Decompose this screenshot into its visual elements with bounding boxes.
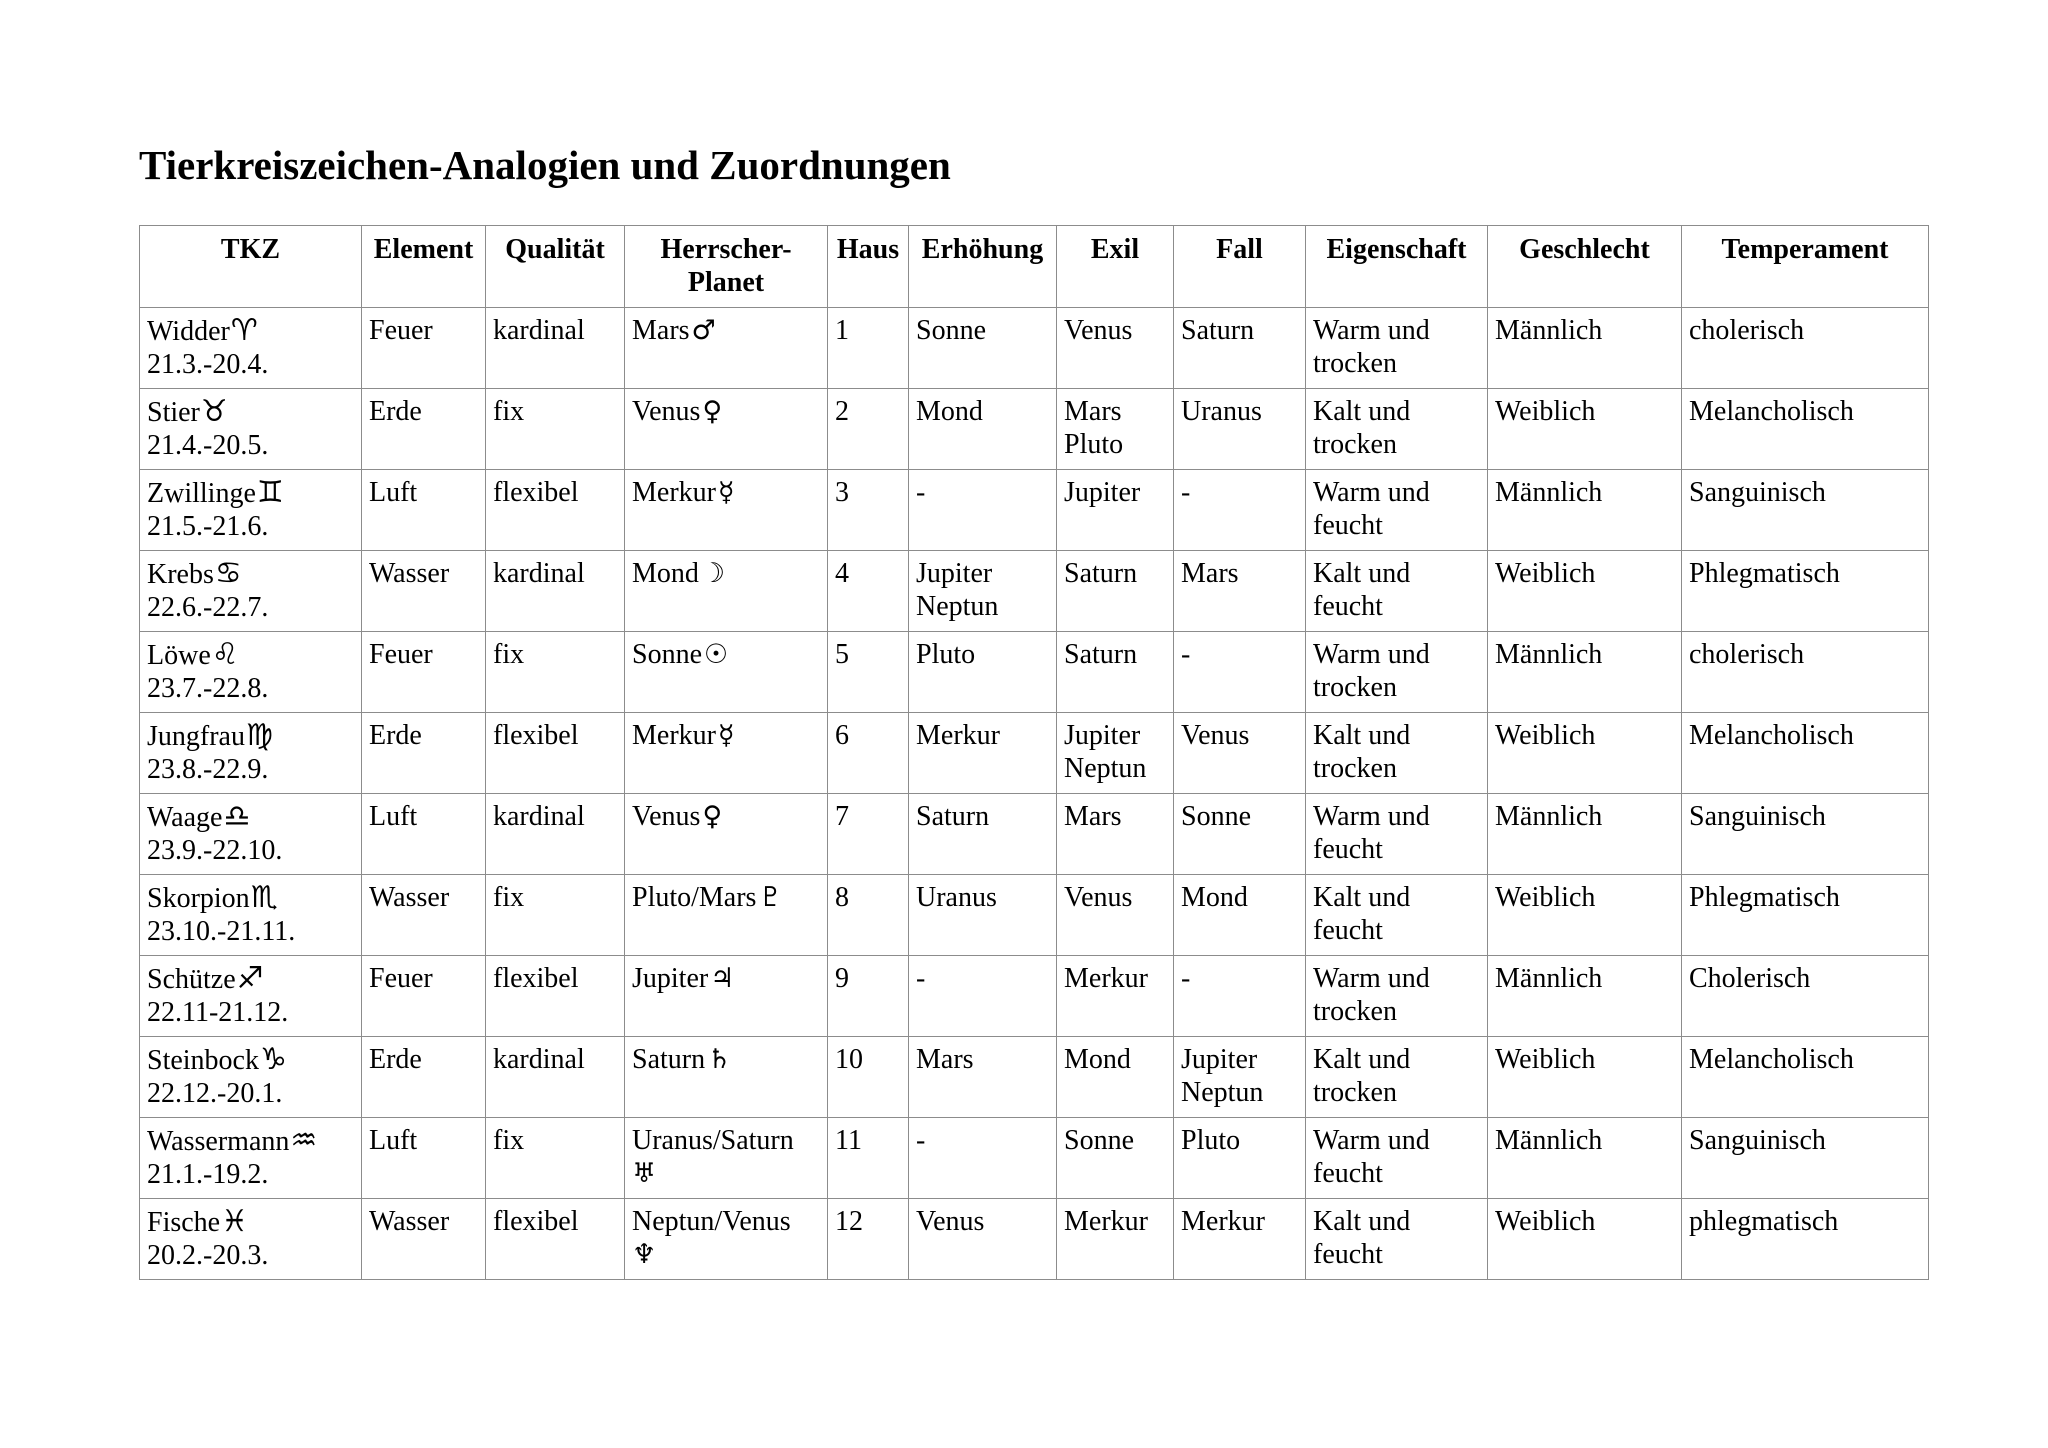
cell-exaltation (909, 875, 1057, 956)
sign-dates: 23.10.-21.11. (147, 916, 296, 947)
sign-line (147, 557, 354, 591)
cell-temperament: Melancholisch (1682, 713, 1929, 794)
cell-tkz (140, 632, 362, 713)
cell-tkz (140, 1118, 362, 1199)
cell-tkz (140, 389, 362, 470)
cell-exile (1057, 713, 1174, 794)
cell-exaltation (909, 389, 1057, 470)
property-line1: Kalt und (1313, 882, 1411, 913)
cell-exile (1057, 470, 1174, 551)
exile-line1: Saturn (1064, 558, 1138, 589)
cell-fall (1174, 1118, 1306, 1199)
cell-temperament: cholerisch (1682, 632, 1929, 713)
cell-ruler (625, 1199, 828, 1280)
exaltation-line1: - (916, 963, 926, 994)
exile-line1: Mars (1064, 801, 1122, 832)
cell-gender: Weiblich (1488, 713, 1682, 794)
cell-quality: kardinal (486, 551, 625, 632)
cell-exile (1057, 551, 1174, 632)
sign-line (147, 638, 354, 672)
table-row (140, 389, 1929, 470)
cell-temperament: Phlegmatisch (1682, 875, 1929, 956)
table-row (140, 551, 1929, 632)
exaltation-line1: Merkur (916, 720, 1000, 751)
sign-line (147, 881, 354, 915)
sign-name: Widder (147, 316, 230, 347)
zodiac-sign-icon: ♏ (250, 880, 278, 915)
property-line1: Kalt und (1313, 558, 1411, 589)
sign-line (147, 476, 354, 510)
property-line2: trocken (1313, 996, 1397, 1027)
property-line1: Warm und (1313, 963, 1430, 994)
cell-tkz (140, 308, 362, 389)
planet-icon: ♇ (758, 882, 783, 913)
property-line1: Kalt und (1313, 1044, 1411, 1075)
table-row (140, 875, 1929, 956)
cell-quality: fix (486, 875, 625, 956)
sign-line (147, 962, 354, 996)
cell-element: Erde (362, 1037, 486, 1118)
ruler-name: Sonne (632, 639, 702, 670)
cell-tkz (140, 956, 362, 1037)
exaltation-line1: Mars (916, 1044, 974, 1075)
cell-temperament: Melancholisch (1682, 389, 1929, 470)
cell-temperament: Sanguinisch (1682, 1118, 1929, 1199)
cell-temperament: Melancholisch (1682, 1037, 1929, 1118)
exile-line2: Neptun (1064, 753, 1147, 784)
sign-dates: 21.1.-19.2. (147, 1159, 269, 1190)
fall-line1: Jupiter (1181, 1044, 1258, 1075)
sign-dates: 22.6.-22.7. (147, 592, 269, 623)
sign-dates: 21.4.-20.5. (147, 430, 269, 461)
property-line2: feucht (1313, 1158, 1383, 1189)
cell-fall (1174, 551, 1306, 632)
cell-exaltation (909, 1037, 1057, 1118)
planet-icon: ☉ (704, 639, 729, 670)
zodiac-table (139, 225, 1929, 1280)
planet-icon: ♃ (710, 963, 735, 994)
cell-gender: Männlich (1488, 308, 1682, 389)
zodiac-sign-icon: ♐ (236, 961, 264, 996)
planet-icon: ♀ (702, 801, 723, 832)
cell-gender: Männlich (1488, 632, 1682, 713)
table-row (140, 1118, 1929, 1199)
cell-element: Feuer (362, 632, 486, 713)
table-row (140, 713, 1929, 794)
planet-icon: ♆ (632, 1239, 657, 1270)
header-exil: Exil (1057, 226, 1174, 308)
exaltation-line2: Neptun (916, 591, 999, 622)
sign-line (147, 395, 354, 429)
sign-dates: 21.3.-20.4. (147, 349, 269, 380)
property-line1: Warm und (1313, 315, 1430, 346)
cell-gender: Weiblich (1488, 1037, 1682, 1118)
fall-line1: - (1181, 639, 1191, 670)
header-herrscher-line2: Planet (687, 267, 765, 298)
cell-quality: kardinal (486, 794, 625, 875)
exaltation-line1: Mond (916, 396, 983, 427)
fall-line2: Neptun (1181, 1077, 1264, 1108)
property-line1: Kalt und (1313, 720, 1411, 751)
cell-gender: Männlich (1488, 470, 1682, 551)
cell-gender: Weiblich (1488, 551, 1682, 632)
sign-name: Skorpion (147, 883, 250, 914)
cell-fall (1174, 308, 1306, 389)
property-line1: Kalt und (1313, 1206, 1411, 1237)
fall-line1: Pluto (1181, 1125, 1241, 1156)
table-row (140, 308, 1929, 389)
sign-name: Wassermann (147, 1126, 290, 1157)
sign-dates: 22.11-21.12. (147, 997, 289, 1028)
zodiac-sign-icon: ♈ (230, 313, 258, 348)
cell-property (1306, 956, 1488, 1037)
exaltation-line1: - (916, 477, 926, 508)
cell-fall (1174, 632, 1306, 713)
property-line1: Warm und (1313, 801, 1430, 832)
ruler-name: Uranus/Saturn (632, 1125, 794, 1156)
ruler-name: Merkur (632, 477, 716, 508)
cell-quality: kardinal (486, 1037, 625, 1118)
cell-fall (1174, 470, 1306, 551)
planet-icon: ♂ (691, 315, 716, 346)
exile-line1: Jupiter (1064, 720, 1141, 751)
cell-exaltation (909, 794, 1057, 875)
exaltation-line1: Uranus (916, 882, 997, 913)
cell-temperament: Phlegmatisch (1682, 551, 1929, 632)
fall-line1: Mond (1181, 882, 1248, 913)
zodiac-sign-icon: ♓ (221, 1204, 249, 1239)
ruler-name: Venus (632, 396, 701, 427)
sign-name: Krebs (147, 559, 214, 590)
sign-line (147, 1205, 354, 1239)
header-fall: Fall (1174, 226, 1306, 308)
cell-exaltation (909, 713, 1057, 794)
cell-gender: Weiblich (1488, 389, 1682, 470)
exile-line1: Sonne (1064, 1125, 1134, 1156)
cell-property (1306, 632, 1488, 713)
cell-ruler (625, 470, 828, 551)
cell-fall (1174, 1199, 1306, 1280)
cell-exile (1057, 1037, 1174, 1118)
sign-name: Steinbock (147, 1045, 259, 1076)
exile-line1: Mond (1064, 1044, 1131, 1075)
cell-tkz (140, 875, 362, 956)
zodiac-sign-icon: ♍ (245, 718, 273, 753)
cell-element: Wasser (362, 551, 486, 632)
cell-tkz (140, 794, 362, 875)
cell-ruler (625, 956, 828, 1037)
cell-quality: flexibel (486, 713, 625, 794)
cell-element: Luft (362, 794, 486, 875)
cell-tkz (140, 1037, 362, 1118)
header-qualitaet: Qualität (486, 226, 625, 308)
cell-property (1306, 713, 1488, 794)
cell-element: Feuer (362, 308, 486, 389)
planet-icon: ☽ (700, 558, 726, 589)
cell-tkz (140, 713, 362, 794)
cell-element: Erde (362, 389, 486, 470)
header-haus: Haus (828, 226, 909, 308)
ruler-name: Venus (632, 801, 701, 832)
sign-name: Zwillinge (147, 478, 256, 509)
cell-element: Luft (362, 1118, 486, 1199)
header-herrscher-planet (625, 226, 828, 308)
planet-icon: ♄ (707, 1044, 732, 1075)
cell-element: Luft (362, 470, 486, 551)
ruler-name: Pluto/Mars (632, 882, 757, 913)
zodiac-sign-icon: ♌ (211, 637, 239, 672)
property-line1: Warm und (1313, 1125, 1430, 1156)
exile-line1: Mars (1064, 396, 1122, 427)
property-line2: feucht (1313, 834, 1383, 865)
cell-exaltation (909, 551, 1057, 632)
property-line1: Warm und (1313, 477, 1430, 508)
property-line2: trocken (1313, 429, 1397, 460)
ruler-name: Mond (632, 558, 699, 589)
sign-dates: 23.7.-22.8. (147, 673, 269, 704)
table-body (140, 308, 1929, 1280)
sign-line (147, 800, 354, 834)
cell-element: Erde (362, 713, 486, 794)
table-row (140, 470, 1929, 551)
exaltation-line1: Saturn (916, 801, 990, 832)
cell-house: 5 (828, 632, 909, 713)
cell-house: 4 (828, 551, 909, 632)
cell-exile (1057, 875, 1174, 956)
table-row (140, 632, 1929, 713)
table-row (140, 794, 1929, 875)
cell-temperament: Sanguinisch (1682, 470, 1929, 551)
header-row (140, 226, 1929, 308)
exile-line1: Venus (1064, 882, 1133, 913)
sign-line (147, 314, 354, 348)
cell-exaltation (909, 1199, 1057, 1280)
cell-house: 10 (828, 1037, 909, 1118)
cell-exaltation (909, 956, 1057, 1037)
cell-house: 8 (828, 875, 909, 956)
exile-line1: Saturn (1064, 639, 1138, 670)
sign-name: Löwe (147, 640, 211, 671)
cell-quality: fix (486, 1118, 625, 1199)
cell-house: 6 (828, 713, 909, 794)
ruler-name: Mars (632, 315, 690, 346)
cell-ruler (625, 713, 828, 794)
cell-house: 12 (828, 1199, 909, 1280)
cell-ruler (625, 632, 828, 713)
cell-exaltation (909, 308, 1057, 389)
cell-house: 3 (828, 470, 909, 551)
cell-gender: Weiblich (1488, 875, 1682, 956)
sign-line (147, 1124, 354, 1158)
ruler-name: Neptun/Venus (632, 1206, 791, 1237)
zodiac-sign-icon: ♒ (290, 1123, 318, 1158)
planet-icon: ♅ (632, 1158, 657, 1189)
table-row (140, 956, 1929, 1037)
cell-tkz (140, 551, 362, 632)
cell-tkz (140, 470, 362, 551)
cell-ruler (625, 308, 828, 389)
ruler-name: Merkur (632, 720, 716, 751)
cell-temperament: cholerisch (1682, 308, 1929, 389)
cell-quality: flexibel (486, 956, 625, 1037)
exaltation-line1: Pluto (916, 639, 976, 670)
cell-element: Wasser (362, 1199, 486, 1280)
exaltation-line1: - (916, 1125, 926, 1156)
table-row (140, 1037, 1929, 1118)
sign-dates: 23.9.-22.10. (147, 835, 283, 866)
cell-ruler (625, 551, 828, 632)
planet-icon: ♀ (702, 396, 723, 427)
planet-icon: ☿ (717, 720, 735, 751)
fall-line1: Sonne (1181, 801, 1251, 832)
cell-house: 2 (828, 389, 909, 470)
zodiac-sign-icon: ♑ (260, 1042, 287, 1077)
cell-quality: flexibel (486, 470, 625, 551)
sign-dates: 22.12.-20.1. (147, 1078, 283, 1109)
cell-element: Wasser (362, 875, 486, 956)
cell-temperament: phlegmatisch (1682, 1199, 1929, 1280)
planet-icon: ☿ (717, 477, 735, 508)
header-herrscher-line1: Herrscher- (660, 234, 792, 265)
cell-exile (1057, 1199, 1174, 1280)
cell-property (1306, 551, 1488, 632)
cell-gender: Weiblich (1488, 1199, 1682, 1280)
exile-line2: Pluto (1064, 429, 1124, 460)
cell-house: 9 (828, 956, 909, 1037)
header-geschlecht: Geschlecht (1488, 226, 1682, 308)
cell-property (1306, 1199, 1488, 1280)
cell-tkz (140, 1199, 362, 1280)
cell-property (1306, 875, 1488, 956)
ruler-name: Saturn (632, 1044, 706, 1075)
cell-fall (1174, 956, 1306, 1037)
cell-exile (1057, 1118, 1174, 1199)
cell-property (1306, 1037, 1488, 1118)
property-line2: trocken (1313, 1077, 1397, 1108)
cell-gender: Männlich (1488, 956, 1682, 1037)
sign-name: Schütze (147, 964, 236, 995)
table-row (140, 1199, 1929, 1280)
cell-exile (1057, 308, 1174, 389)
property-line2: trocken (1313, 672, 1397, 703)
cell-property (1306, 794, 1488, 875)
cell-exile (1057, 794, 1174, 875)
cell-house: 1 (828, 308, 909, 389)
sign-name: Waage (147, 802, 223, 833)
header-erhoehung: Erhöhung (909, 226, 1057, 308)
cell-exile (1057, 956, 1174, 1037)
property-line2: feucht (1313, 1239, 1383, 1270)
sign-line (147, 1043, 354, 1077)
fall-line1: Uranus (1181, 396, 1262, 427)
fall-line1: Merkur (1181, 1206, 1265, 1237)
fall-line1: Venus (1181, 720, 1250, 751)
exaltation-line1: Venus (916, 1206, 985, 1237)
fall-line1: - (1181, 963, 1191, 994)
cell-fall (1174, 875, 1306, 956)
cell-fall (1174, 389, 1306, 470)
zodiac-sign-icon: ♊ (256, 475, 284, 510)
exile-line1: Venus (1064, 315, 1133, 346)
cell-ruler (625, 1118, 828, 1199)
cell-property (1306, 389, 1488, 470)
sign-name: Fische (147, 1207, 221, 1238)
cell-quality: kardinal (486, 308, 625, 389)
cell-exaltation (909, 632, 1057, 713)
cell-ruler (625, 875, 828, 956)
cell-gender: Männlich (1488, 1118, 1682, 1199)
cell-property (1306, 470, 1488, 551)
cell-fall (1174, 794, 1306, 875)
exile-line1: Merkur (1064, 1206, 1148, 1237)
sign-line (147, 719, 354, 753)
cell-element: Feuer (362, 956, 486, 1037)
property-line2: feucht (1313, 510, 1383, 541)
exaltation-line1: Jupiter (916, 558, 993, 589)
sign-dates: 21.5.-21.6. (147, 511, 269, 542)
cell-house: 7 (828, 794, 909, 875)
sign-name: Stier (147, 397, 200, 428)
property-line2: trocken (1313, 753, 1397, 784)
fall-line1: Saturn (1181, 315, 1255, 346)
sign-name: Jungfrau (147, 721, 245, 752)
property-line1: Warm und (1313, 639, 1430, 670)
property-line1: Kalt und (1313, 396, 1411, 427)
fall-line1: - (1181, 477, 1191, 508)
cell-exile (1057, 389, 1174, 470)
cell-quality: fix (486, 389, 625, 470)
property-line2: feucht (1313, 915, 1383, 946)
cell-property (1306, 1118, 1488, 1199)
sign-dates: 23.8.-22.9. (147, 754, 269, 785)
cell-ruler (625, 1037, 828, 1118)
header-temperament: Temperament (1682, 226, 1929, 308)
cell-temperament: Cholerisch (1682, 956, 1929, 1037)
cell-property (1306, 308, 1488, 389)
cell-ruler (625, 794, 828, 875)
cell-exaltation (909, 470, 1057, 551)
cell-house: 11 (828, 1118, 909, 1199)
cell-ruler (625, 389, 828, 470)
property-line2: trocken (1313, 348, 1397, 379)
ruler-name: Jupiter (632, 963, 709, 994)
header-tkz: TKZ (140, 226, 362, 308)
page-title: Tierkreiszeichen-Analogien und Zuordnungen (139, 142, 951, 188)
cell-quality: fix (486, 632, 625, 713)
exile-line1: Merkur (1064, 963, 1148, 994)
zodiac-sign-icon: ♉ (200, 394, 228, 429)
header-element: Element (362, 226, 486, 308)
fall-line1: Mars (1181, 558, 1239, 589)
exile-line1: Jupiter (1064, 477, 1141, 508)
cell-fall (1174, 1037, 1306, 1118)
cell-temperament: Sanguinisch (1682, 794, 1929, 875)
cell-exile (1057, 632, 1174, 713)
cell-fall (1174, 713, 1306, 794)
zodiac-sign-icon: ♋ (214, 556, 242, 591)
exaltation-line1: Sonne (916, 315, 986, 346)
header-eigenschaft: Eigenschaft (1306, 226, 1488, 308)
cell-exaltation (909, 1118, 1057, 1199)
sign-dates: 20.2.-20.3. (147, 1240, 269, 1271)
zodiac-sign-icon: ♎ (223, 799, 251, 834)
cell-quality: flexibel (486, 1199, 625, 1280)
cell-gender: Männlich (1488, 794, 1682, 875)
property-line2: feucht (1313, 591, 1383, 622)
